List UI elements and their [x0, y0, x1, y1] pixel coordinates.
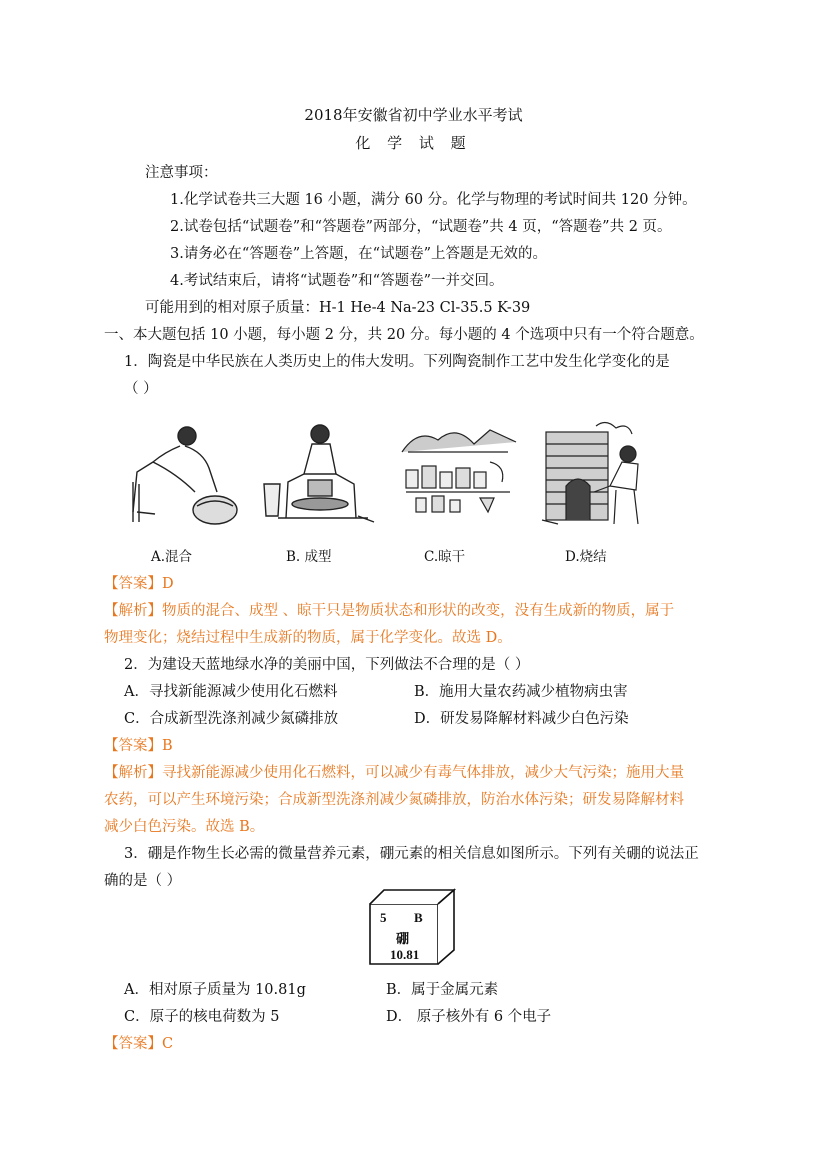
notice-item-4: 4.考试结束后，请将“试题卷”和“答题卷”一并交回。 [170, 273, 504, 289]
q3-stem-line2: 确的是（ ） [104, 873, 182, 889]
q1-caption-b: B. 成型 [286, 549, 332, 565]
q1-analysis [104, 599, 674, 620]
analysis-text: 寻找新能源减少使用化石燃料，可以减少有毒气体排放，减少大气污染；施用大量 [162, 765, 684, 781]
analysis-tag: 【解析】 [104, 765, 162, 781]
atomic-masses: 可能用到的相对原子质量：H-1 He-4 Na-23 Cl-35.5 K-39 [145, 300, 531, 316]
element-mass: 10.81 [390, 947, 420, 962]
q3-answer [104, 1032, 173, 1053]
page-title: 2018年安徽省初中学业水平考试 [304, 106, 523, 124]
q2-answer [104, 734, 173, 755]
q1-caption-d: D.烧结 [565, 549, 607, 565]
notice-heading: 注意事项： [145, 165, 218, 181]
q1-image-sintering [536, 420, 658, 530]
answer-tag: 【答案】 [104, 738, 162, 754]
answer-value: D [162, 576, 174, 592]
element-name: 硼 [396, 932, 410, 947]
element-symbol: B [414, 910, 423, 925]
answer-value: B [162, 738, 173, 754]
q1-caption-a: A.混合 [151, 549, 193, 565]
notice-item-1: 1.化学试卷共三大题 16 小题，满分 60 分。化学与物理的考试时间共 120 分钟。 [170, 192, 697, 208]
q2-analysis-line2: 农药，可以产生环境污染；合成新型洗涤剂减少氮磷排放，防治水体污染；研发易降解材料 [104, 792, 684, 808]
q3-option-b: B．属于金属元素 [386, 982, 499, 998]
boron-element-card [366, 888, 458, 966]
notice-item-3: 3.请务必在“答题卷”上答题，在“试题卷”上答题是无效的。 [170, 246, 547, 262]
answer-tag: 【答案】 [104, 576, 162, 592]
notice-item-2: 2.试卷包括“试题卷”和“答题卷”两部分，“试题卷”共 4 页，“答题卷”共 2 页。 [170, 219, 672, 235]
q2-option-c: C．合成新型洗涤剂减少氮磷排放 [124, 711, 339, 727]
element-atomic-number: 5 [380, 910, 387, 925]
answer-tag: 【答案】 [104, 1036, 162, 1052]
q3-option-d: D． 原子核外有 6 个电子 [386, 1009, 552, 1025]
analysis-tag: 【解析】 [104, 603, 162, 619]
q1-image-mixing [125, 422, 245, 532]
analysis-text: 物质的混合、成型 、晾干只是物质状态和形状的改变，没有生成新的物质，属于 [162, 603, 675, 619]
page-subtitle: 化 学 试 题 [355, 134, 472, 152]
q3-option-a: A．相对原子质量为 10.81g [124, 982, 306, 998]
q2-option-a: A．寻找新能源减少使用化石燃料 [124, 684, 338, 700]
q2-analysis-line3: 减少白色污染。故选 B。 [104, 819, 265, 835]
answer-value: C [162, 1036, 174, 1052]
q1-bracket: （ ） [124, 381, 158, 397]
q1-image-drying [398, 422, 518, 522]
q1-caption-c: C.晾干 [424, 549, 466, 565]
section1-heading: 一、本大题包括 10 小题，每小题 2 分，共 20 分。每小题的 4 个选项中只有一个符合题意。 [104, 327, 704, 343]
q1-stem: 1．陶瓷是中华民族在人类历史上的伟大发明。下列陶瓷制作工艺中发生化学变化的是 [124, 354, 670, 370]
q1-answer [104, 572, 174, 593]
q3-stem: 3．硼是作物生长必需的微量营养元素，硼元素的相关信息如图所示。下列有关硼的说法正 [124, 846, 699, 862]
q2-analysis [104, 761, 684, 782]
q1-analysis-line2: 物理变化；烧结过程中生成新的物质，属于化学变化。故选 D。 [104, 630, 512, 646]
q2-option-d: D．研发易降解材料减少白色污染 [414, 711, 629, 727]
q2-option-b: B．施用大量农药减少植物病虫害 [414, 684, 628, 700]
q3-option-c: C．原子的核电荷数为 5 [124, 1009, 280, 1025]
q1-image-forming [258, 422, 383, 532]
q2-stem: 2．为建设天蓝地绿水净的美丽中国，下列做法不合理的是（ ） [124, 657, 530, 673]
